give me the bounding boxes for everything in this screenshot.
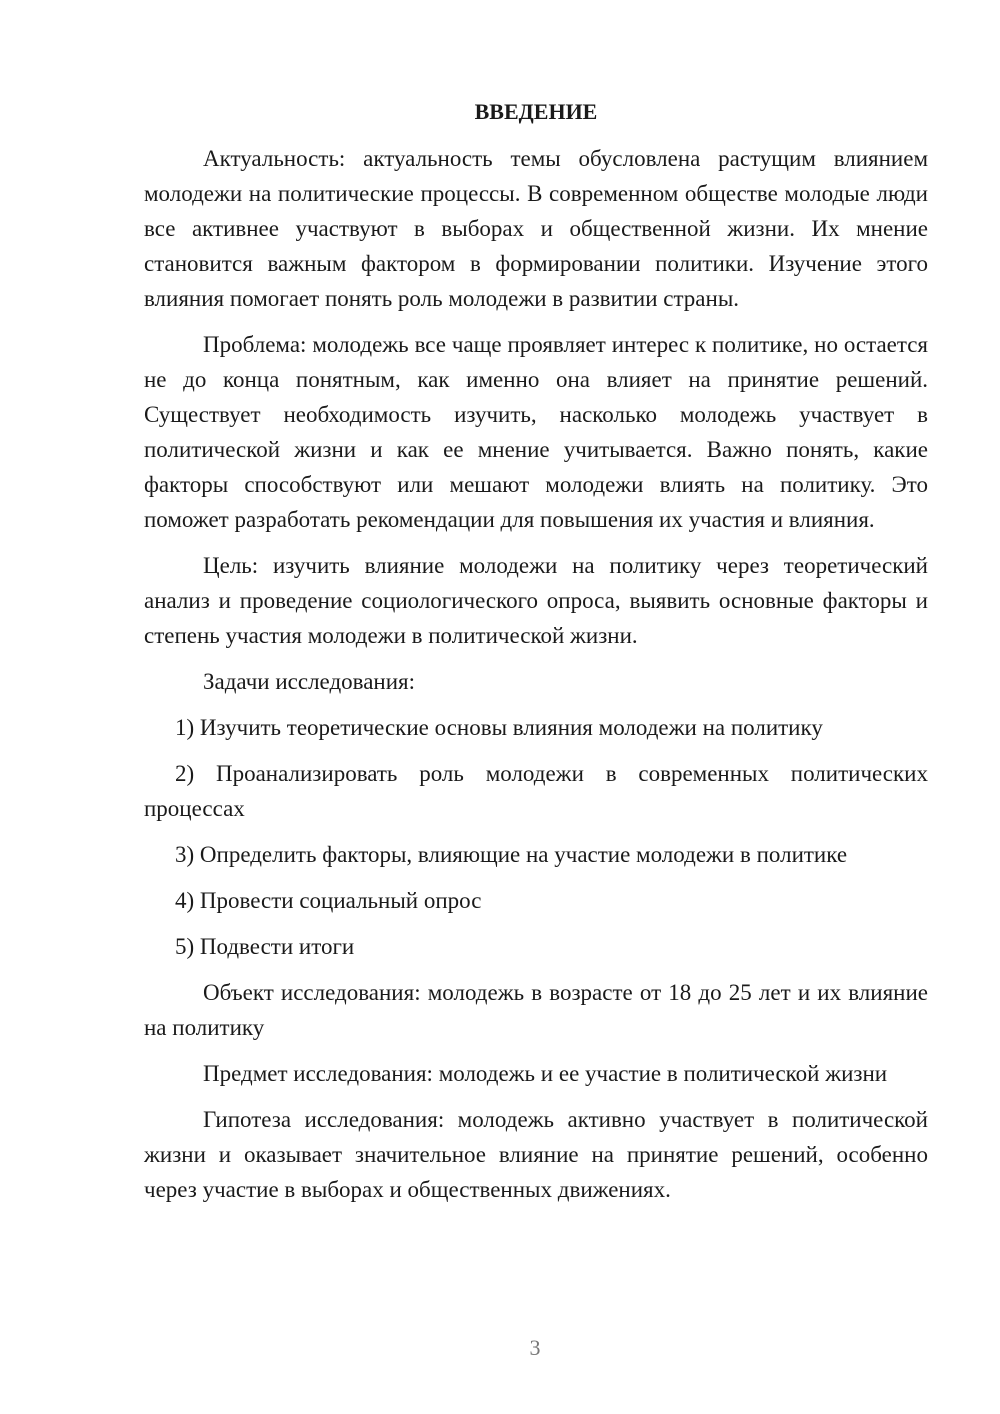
task-item-4: 4) Провести социальный опрос xyxy=(175,888,482,913)
document-body xyxy=(144,94,928,1207)
task-item-2: 2) Проанализировать роль молодежи в современных политических процессах xyxy=(144,761,928,821)
research-subject-paragraph: Предмет исследования: молодежь и ее участие в политической жизни xyxy=(203,1061,888,1086)
task-item-5: 5) Подвести итоги xyxy=(175,934,355,959)
task-item-1: 1) Изучить теоретические основы влияния молодежи на политику xyxy=(175,715,823,740)
research-object-paragraph: Объект исследования: молодежь в возрасте от 18 до 25 лет и их влияние на политику xyxy=(144,980,928,1040)
tasks-heading: Задачи исследования: xyxy=(203,669,416,694)
page-title: ВВЕДЕНИЕ xyxy=(474,99,598,124)
goal-paragraph: Цель: изучить влияние молодежи на политику через теоретический анализ и проведение социологического опроса, выявить основные факторы и степень участия молодежи в политической жизни. xyxy=(144,553,928,648)
task-item-3: 3) Определить факторы, влияющие на участие молодежи в политике xyxy=(175,842,848,867)
hypothesis-paragraph: Гипотеза исследования: молодежь активно участвует в политической жизни и оказывает значительное влияние на принятие решений, особенно через участие в выборах и общественных движениях. xyxy=(144,1107,928,1202)
problem-paragraph: Проблема: молодежь все чаще проявляет интерес к политике, но остается не до конца понятным, как именно она влияет на принятие решений. Существует необходимость изучить, насколько молодежь участвует в политической жизни и как ее мнение учитывается. Важно понять, какие факторы способствуют или мешают молодежи влиять на политику. Это поможет разработать рекомендации для повышения их участия и влияния. xyxy=(144,332,928,532)
page-number: 3 xyxy=(529,1335,541,1360)
relevance-paragraph: Актуальность: актуальность темы обусловлена растущим влиянием молодежи на политические процессы. В современном обществе молодые люди все активнее участвуют в выборах и общественной жизни. Их мнение становится важным фактором в формировании политики. Изучение этого влияния помогает понять роль молодежи в развитии страны. xyxy=(144,146,928,311)
